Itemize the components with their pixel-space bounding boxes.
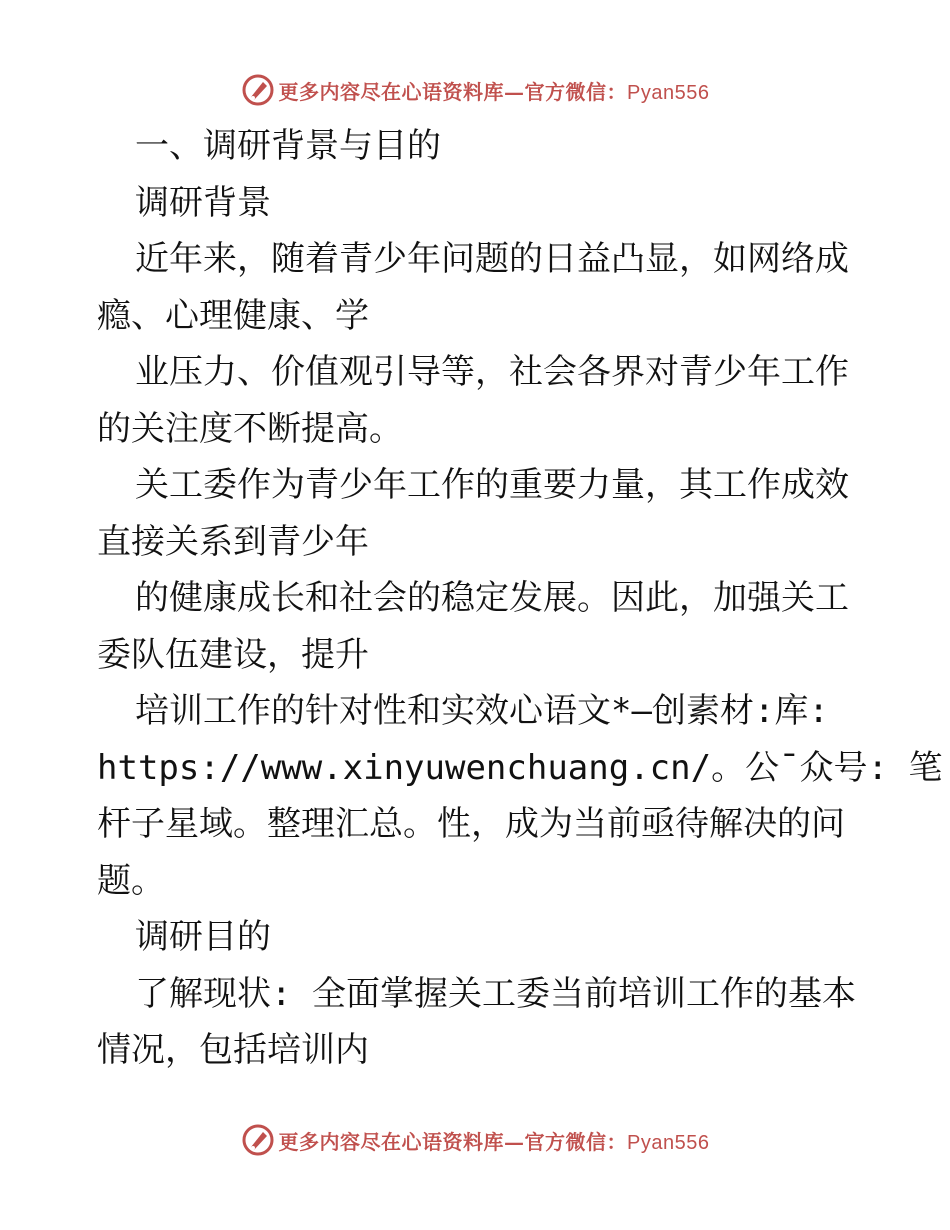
header-banner-text: 更多内容尽在心语资料库—官方微信：Pyan556	[278, 79, 710, 104]
paragraph-line: https://www.xinyuwenchuang.cn/。公¯众号: 笔	[97, 747, 943, 788]
pen-nib-logo-icon	[241, 1123, 275, 1157]
paragraph-line: 关工委作为青少年工作的重要力量，其工作成效	[135, 465, 849, 505]
footer-banner	[0, 1120, 950, 1160]
paragraph-line: 情况，包括培训内	[97, 1030, 369, 1070]
paragraph-line: 了解现状: 全面掌握关工委当前培训工作的基本	[135, 973, 856, 1014]
paragraph-line: 的关注度不断提高。	[97, 408, 403, 449]
pen-nib-logo-icon	[241, 73, 275, 107]
header-banner	[0, 70, 950, 110]
subsection-heading-purpose: 调研目的	[135, 917, 271, 957]
footer-banner-text: 更多内容尽在心语资料库—官方微信：Pyan556	[278, 1129, 710, 1154]
document-body	[97, 118, 943, 1079]
paragraph-line: 委队伍建设，提升	[97, 634, 369, 675]
subsection-heading-background: 调研背景	[135, 182, 271, 223]
header-banner-contact: Pyan556	[627, 81, 710, 104]
paragraph-line: 培训工作的针对性和实效心语文*—创素材:库:	[135, 691, 829, 731]
paragraph-line: 的健康成长和社会的稳定发展。因此，加强关工	[135, 578, 849, 618]
section-heading: 一、调研背景与目的	[135, 126, 441, 166]
paragraph-line: 近年来，随着青少年问题的日益凸显，如网络成	[135, 239, 849, 279]
paragraph-line: 杆子星域。整理汇总。性，成为当前亟待解决的问	[97, 804, 845, 844]
footer-banner-contact: Pyan556	[627, 1131, 710, 1154]
paragraph-line: 业压力、价值观引导等，社会各界对青少年工作	[135, 352, 849, 392]
paragraph-line: 题。	[97, 860, 165, 901]
paragraph-line: 瘾、心理健康、学	[97, 295, 369, 336]
paragraph-line: 直接关系到青少年	[97, 521, 369, 562]
